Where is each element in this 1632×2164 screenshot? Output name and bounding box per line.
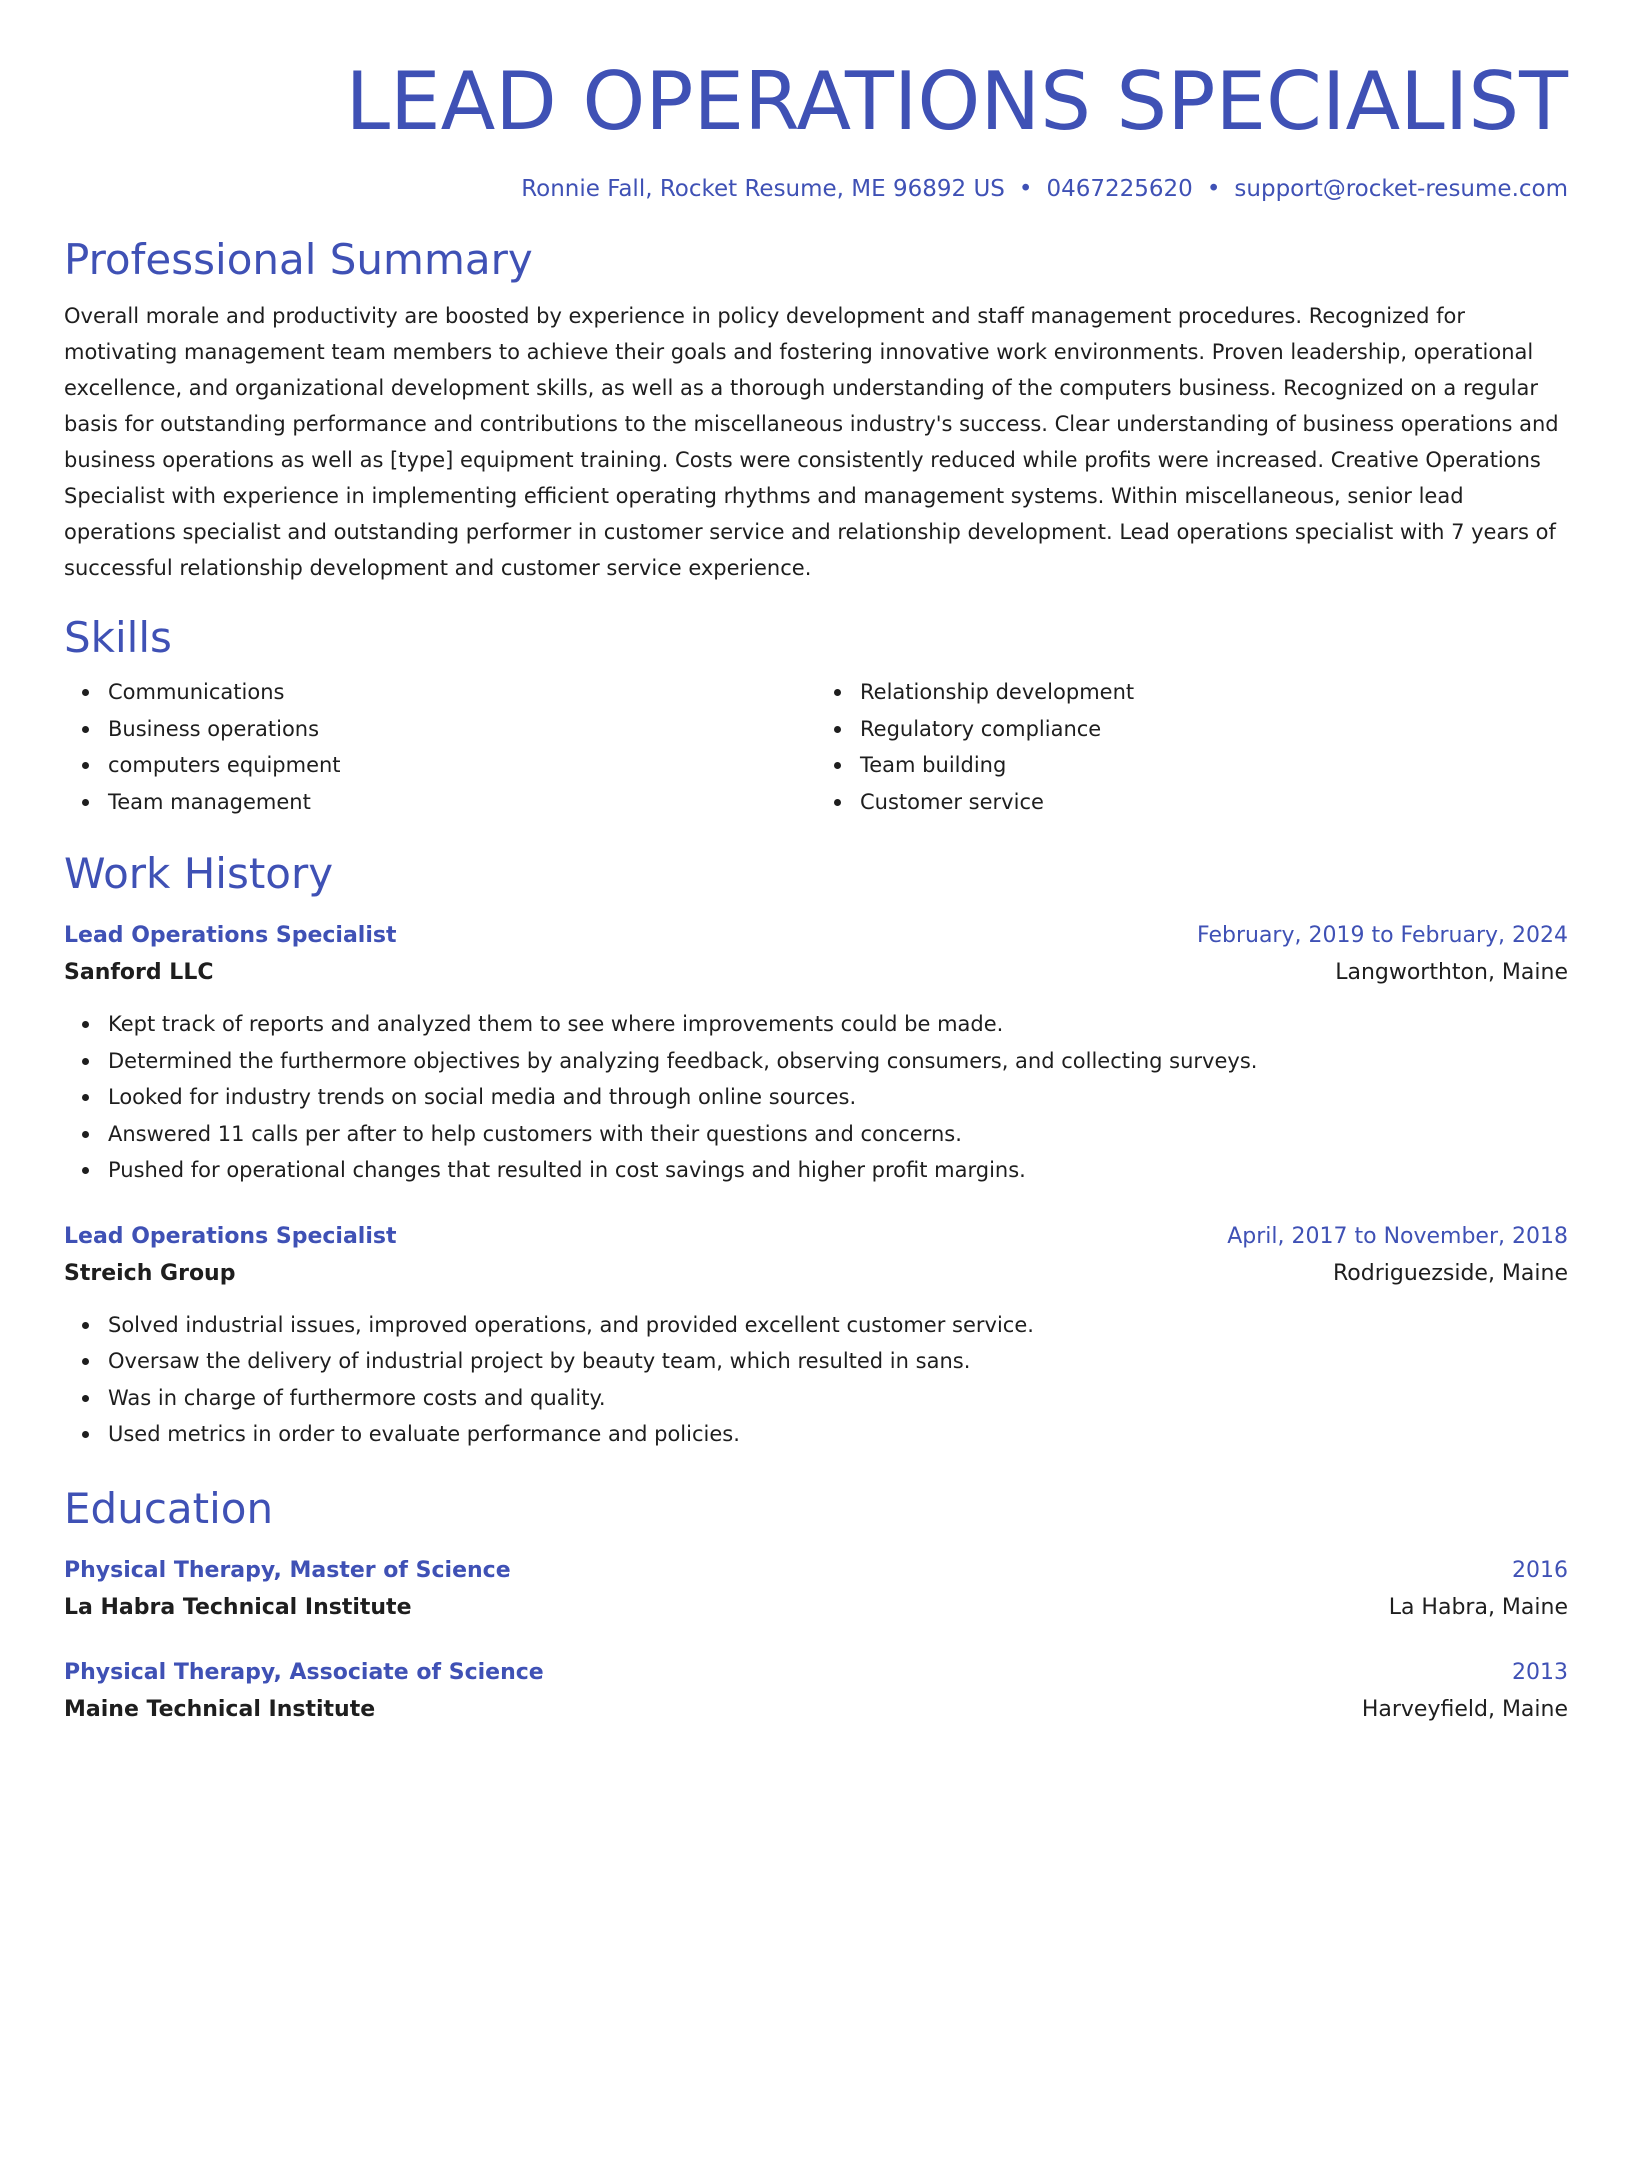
- education-entry: [64, 1655, 1568, 1729]
- education-location: La Habra, Maine: [1388, 1594, 1568, 1620]
- skill-item: Team management: [108, 784, 816, 821]
- education-year: 2013: [1512, 1659, 1568, 1685]
- education-section: [64, 1483, 1568, 1729]
- skill-item: Regulatory compliance: [860, 711, 1568, 748]
- job-company: Streich Group: [64, 1260, 236, 1286]
- job-company-row: [64, 954, 1568, 992]
- job-bullet: Determined the furthermore objectives by analyzing feedback, observing consumers, and collecting surveys.: [108, 1043, 1568, 1080]
- contact-address: Ronnie Fall, Rocket Resume, ME 96892 US: [521, 176, 1005, 202]
- work-history-heading: Work History: [64, 849, 334, 898]
- job-bullet: Oversaw the delivery of industrial project by beauty team, which resulted in sans.: [108, 1343, 1568, 1380]
- contact-separator: •: [1206, 176, 1221, 202]
- work-history-section: [64, 848, 1568, 1453]
- job-bullets: [64, 1307, 1568, 1453]
- skills-columns: [64, 674, 1568, 820]
- contact-phone: 0467225620: [1046, 176, 1193, 202]
- job-bullet: Was in charge of furthermore costs and quality.: [108, 1380, 1568, 1417]
- skill-item: Business operations: [108, 711, 816, 748]
- education-school: La Habra Technical Institute: [64, 1594, 412, 1620]
- skills-section: [64, 612, 1568, 820]
- skills-list-left: [64, 674, 816, 820]
- job-bullet: Used metrics in order to evaluate performance and policies.: [108, 1416, 1568, 1453]
- job-title: Lead Operations Specialist: [64, 1223, 397, 1249]
- job-header-row: [64, 1219, 1568, 1255]
- job-bullet: Pushed for operational changes that resulted in cost savings and higher profit margins.: [108, 1152, 1568, 1189]
- education-school-row: [64, 1691, 1568, 1729]
- job-entry: [64, 918, 1568, 1189]
- job-dates: April, 2017 to November, 2018: [1227, 1223, 1568, 1249]
- resume-page: [0, 52, 1632, 2164]
- skill-item: computers equipment: [108, 747, 816, 784]
- skills-heading: Skills: [64, 613, 172, 662]
- education-header-row: [64, 1655, 1568, 1691]
- job-company-row: [64, 1255, 1568, 1293]
- education-entry: [64, 1553, 1568, 1627]
- job-company: Sanford LLC: [64, 960, 214, 985]
- education-heading: Education: [64, 1483, 274, 1533]
- job-location: Rodriguezside, Maine: [1333, 1260, 1568, 1286]
- education-year: 2016: [1512, 1557, 1568, 1583]
- job-bullet: Looked for industry trends on social media and through online sources.: [108, 1079, 1568, 1116]
- job-title: Lead Operations Specialist: [64, 923, 397, 948]
- contact-email[interactable]: support@rocket-resume.com: [1234, 176, 1568, 202]
- job-bullets: [64, 1006, 1568, 1189]
- contact-separator: •: [1018, 176, 1033, 202]
- job-bullet: Solved industrial issues, improved operations, and provided excellent customer service.: [108, 1307, 1568, 1344]
- job-location: Langworthton, Maine: [1335, 960, 1568, 985]
- skill-item: Relationship development: [860, 674, 1568, 711]
- skills-list-right: [816, 674, 1568, 820]
- skill-item: Team building: [860, 747, 1568, 784]
- resume-title: LEAD OPERATIONS SPECIALIST: [345, 55, 1568, 148]
- summary-text: Overall morale and productivity are boosted by experience in policy development and staff management procedures. Recognized for motivating management team members to achieve their goals and fostering innovative work environments. Proven leadership, operational excellence, and organizational development skills, as well as a thorough understanding of the computers business. Recognized on a regular basis for outstanding performance and contributions to the miscellaneous industry's success. Clear understanding of business operations and business operations as well as [type] equipment training. Costs were consistently reduced while profits were increased. Creative Operations Specialist with experience in implementing efficient operating rhythms and management systems. Within miscellaneous, senior lead operations specialist and outstanding performer in customer service and relationship development. Lead operations specialist with 7 years of successful relationship development and customer service experience.: [64, 304, 1559, 580]
- job-bullet: Kept track of reports and analyzed them to see where improvements could be made.: [108, 1006, 1568, 1043]
- job-dates: February, 2019 to February, 2024: [1197, 923, 1568, 948]
- job-entry: [64, 1219, 1568, 1453]
- skill-item: Customer service: [860, 784, 1568, 821]
- education-degree: Physical Therapy, Associate of Science: [64, 1659, 544, 1685]
- skill-item: Communications: [108, 674, 816, 711]
- summary-heading: Professional Summary: [64, 235, 533, 284]
- education-degree: Physical Therapy, Master of Science: [64, 1557, 511, 1583]
- education-location: Harveyfield, Maine: [1361, 1696, 1568, 1722]
- education-school-row: [64, 1589, 1568, 1627]
- job-header-row: [64, 918, 1568, 954]
- education-header-row: [64, 1553, 1568, 1589]
- education-school: Maine Technical Institute: [64, 1696, 376, 1722]
- contact-line: [64, 174, 1568, 204]
- summary-section: [64, 234, 1568, 586]
- job-bullet: Answered 11 calls per after to help customers with their questions and concerns.: [108, 1116, 1568, 1153]
